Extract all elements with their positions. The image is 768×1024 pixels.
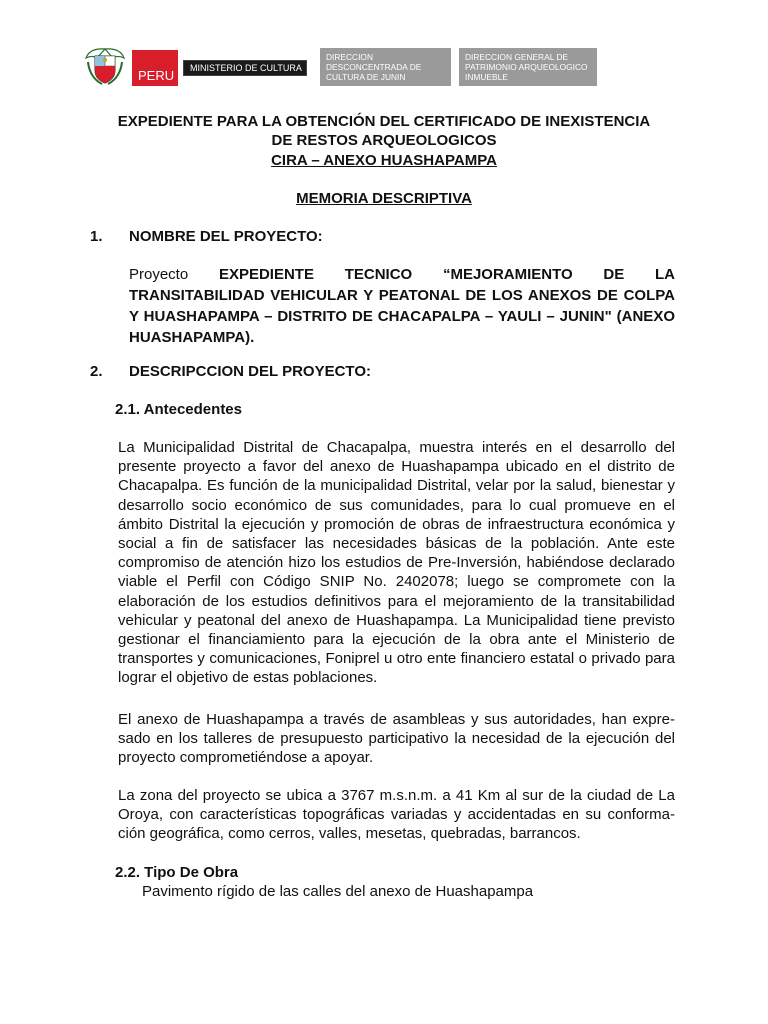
antecedentes-paragraph-2: El anexo de Huashapampa a través de asambleas y sus autoridades, han expresado en los talleres de presupuesto participativo la necesidad de la ejecución del proyecto comprometiéndose a apoyar. — [118, 711, 675, 767]
ministry-label: MINISTERIO DE CULTURA — [183, 60, 307, 76]
section-number: 2. — [90, 363, 103, 380]
antecedentes-paragraph-1: La Municipalidad Distrital de Chacapalpa, muestra interés en el desarrollo del presente proyecto a favor del anexo de Huashapampa ubicado en el distrito de Chacapalpa. Es función de la municipalidad Distrital, velar por la salud, bienestar y desarrollo socio económico de sus comunidades, para lo cual promueve en el ámbito Distrital la ejecución y promoción de obras de infraestructura económica y social a fin de satisfacer las necesidades básicas de la población. Ante este compromiso de atención hizo los estudios de Pre-Inversión, habiéndose declarado viable el Perfil con Código SNIP No. 2402078; luego se compromete con la elaboración de los estudios definitivos para el mejoramiento de la transitabilidad vehicular y peatonal del anexo de Huashapampa. La Municipalidad tiene previsto gestionar el financiamiento para la ejecución de la obra ante el Ministerio de transportes y comunicaciones, Foniprel u otro ente financiero estatal o privado para lograr el objetivo de estas poblaciones. — [118, 439, 675, 687]
section-heading-text: DESCRIPCCION DEL PROYECTO: — [129, 363, 371, 380]
project-name: EXPEDIENTE TECNICO “MEJORAMIENTO DE LA TRANSITABILIDAD VEHICULAR Y PEATONAL DE LOS ANEXOS DE COLPA Y HUASHAPAMPA – DISTRITO DE CHACAPALPA – YAULI – JUNIN" (ANEXO HUASHAPAMPA). — [129, 266, 676, 346]
project-name-paragraph — [129, 264, 675, 348]
office-box-junin: DIRECCION DESCONCENTRADA DE CULTURA DE JUNIN — [320, 48, 451, 86]
subsection-tipo-obra-heading: 2.2. Tipo De Obra — [115, 864, 239, 881]
title-line-1: EXPEDIENTE PARA LA OBTENCIÓN DEL CERTIFICADO DE INEXISTENCIA — [117, 113, 651, 130]
peru-label-box — [132, 50, 178, 86]
section-number: 1. — [90, 228, 103, 245]
document-subtitle: MEMORIA DESCRIPTIVA — [296, 190, 472, 207]
antecedentes-paragraph-3: La zona del proyecto se ubica a 3767 m.s.n.m. a 41 Km al sur de la ciudad de La Oroya, con características topográficas variadas y accidentadas en su conformación geográfica, como cerros, valles, mesetas, quebradas, barrancos. — [118, 787, 675, 843]
title-line-2: DE RESTOS ARQUEOLOGICOS — [271, 132, 497, 149]
tipo-obra-text: Pavimento rígido de las calles del anexo de Huashapampa — [142, 883, 534, 900]
title-line-3: CIRA – ANEXO HUASHAPAMPA — [271, 152, 497, 169]
ministry-box — [183, 50, 307, 86]
project-intro-word: Proyecto — [129, 266, 189, 283]
section-heading-text: NOMBRE DEL PROYECTO: — [129, 228, 323, 245]
country-label: PERU — [138, 68, 175, 83]
office-box-patrimonio: DIRECCION GENERAL DE PATRIMONIO ARQUEOLOGICO INMUEBLE — [459, 48, 597, 86]
coat-of-arms-logo — [80, 44, 130, 88]
subsection-antecedentes-heading: 2.1. Antecedentes — [115, 401, 242, 418]
